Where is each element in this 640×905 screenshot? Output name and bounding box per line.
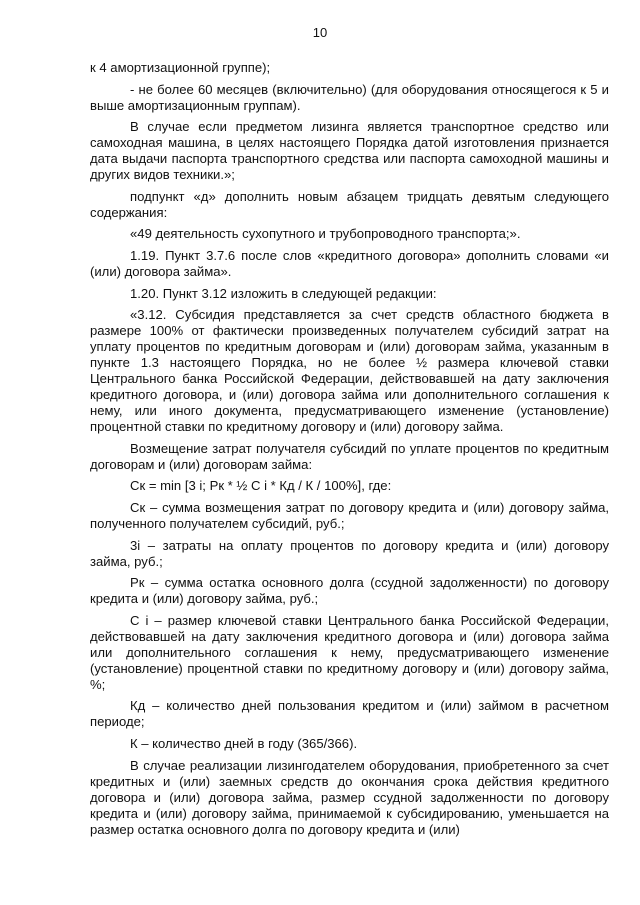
paragraph: Ск – сумма возмещения затрат по договору кредита и (или) договору займа, полученного получателем субсидий, руб.;	[90, 499, 609, 531]
paragraph: - не более 60 месяцев (включительно) (для оборудования относящегося к 5 и выше амортизационным группам).	[90, 81, 609, 113]
paragraph: «49 деятельность сухопутного и трубопроводного транспорта;».	[130, 226, 521, 242]
paragraph: В случае если предметом лизинга является транспортное средство или самоходная машина, в целях настоящего Порядка датой изготовления признается дата выдачи паспорта транспортного средства или паспорта самоходной машины и других видов техники.»;	[90, 119, 609, 183]
paragraph: 3i – затраты на оплату процентов по договору кредита и (или) договору займа, руб.;	[90, 537, 609, 569]
paragraph: Возмещение затрат получателя субсидий по уплате процентов по кредитным договорам и (или) договорам займа:	[90, 440, 609, 472]
paragraph: В случае реализации лизингодателем оборудования, приобретенного за счет кредитных и (или) заемных средств до окончания срока действия кредитного договора и (или) договора займа, размер ссудной задолженности по договору кредита и (или) договору займа, принимаемой к субсидированию, уменьшается на размер остатка основного долга по договору кредита и (или)	[90, 757, 609, 837]
paragraph: «3.12. Субсидия представляется за счет средств областного бюджета в размере 100% от фактически произведенных получателем субсидий затрат на уплату процентов по кредитным договорам и (или) договорам займа, указанным в пункте 1.3 настоящего Порядка, но не более ½ размера ключевой ставки Центрального банка Российской Федерации, действовавшей на дату заключения кредитного договора, и (или) договора займа или дополнительного соглашения к нему, или иного документа, предусматривающего изменение (установление) процентной ставки по кредитному договору и (или) договору займа.	[90, 307, 609, 435]
document-body	[90, 60, 609, 843]
paragraph: 1.20. Пункт 3.12 изложить в следующей редакции:	[130, 285, 437, 301]
paragraph: подпункт «д» дополнить новым абзацем тридцать девятым следующего содержания:	[90, 188, 609, 220]
paragraph: Кд – количество дней пользования кредитом и (или) займом в расчетном периоде;	[90, 698, 609, 730]
paragraph: Рк – сумма остатка основного долга (ссудной задолженности) по договору кредита и (или) договору займа, руб.;	[90, 575, 609, 607]
paragraph: 1.19. Пункт 3.7.6 после слов «кредитного договора» дополнить словами «и (или) договора займа».	[90, 247, 609, 279]
page-number: 10	[312, 25, 328, 40]
paragraph: С i – размер ключевой ставки Центрального банка Российской Федерации, действовавшей на дату заключения кредитного договора и (или) договора займа или дополнительного соглашения к нему, предусматривающего изменение (установление) процентной ставки по кредитному договору и (или) договору займа, %;	[90, 612, 609, 692]
paragraph: К – количество дней в году (365/366).	[130, 735, 358, 751]
formula: Ск = min [3 i; Рк * ½ С i * Кд / К / 100%], где:	[130, 478, 392, 494]
paragraph: к 4 амортизационной группе);	[90, 60, 271, 75]
